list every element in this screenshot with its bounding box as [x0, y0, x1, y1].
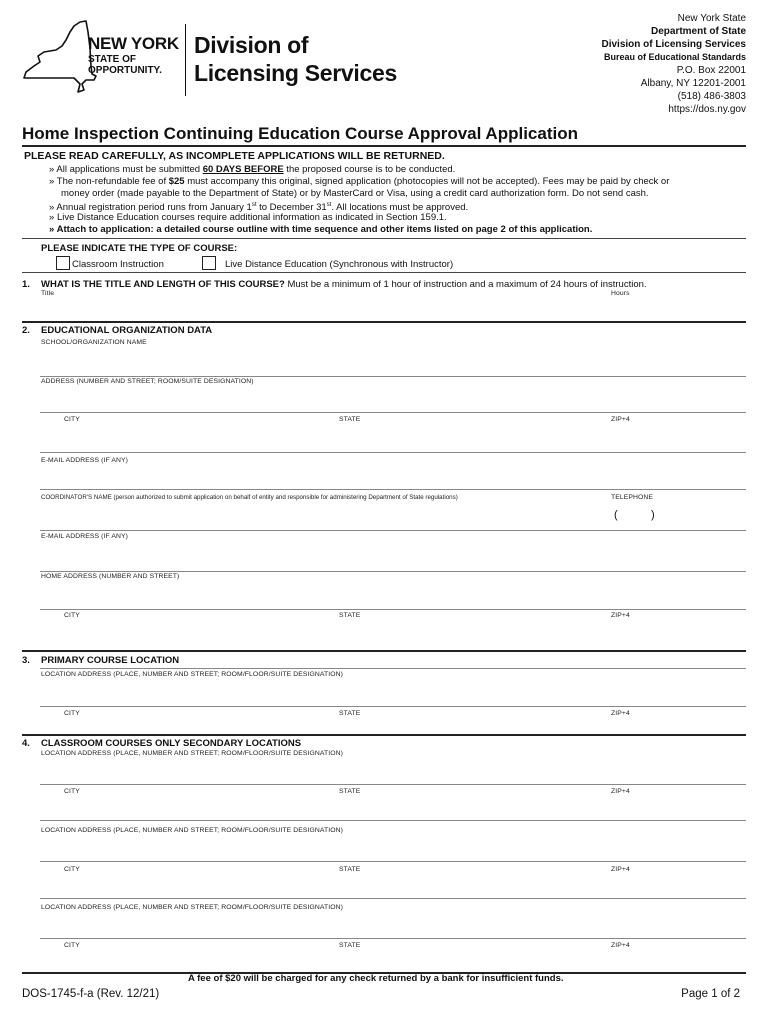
field-rule — [40, 489, 746, 490]
field-rule — [40, 412, 746, 413]
secondary-3-city-input[interactable] — [40, 952, 330, 972]
course-hours-input[interactable] — [610, 298, 746, 320]
section-rule — [22, 650, 746, 652]
primary-state-input[interactable] — [336, 720, 604, 734]
distance-label: Live Distance Education (Synchronous with Instructor) — [225, 259, 454, 270]
divider — [22, 272, 746, 273]
zip-label: ZIP+4 — [611, 416, 630, 423]
bullet-marker: » — [49, 202, 55, 214]
state-label: STATE — [339, 612, 361, 619]
zip-label: ZIP+4 — [611, 942, 630, 949]
home-address-input[interactable] — [40, 583, 746, 609]
area-code-close: ) — [651, 509, 655, 521]
secondary-2-city-input[interactable] — [40, 876, 330, 898]
form-title: Home Inspection Continuing Education Course Approval Application — [22, 124, 578, 143]
primary-zip-input[interactable] — [610, 720, 746, 734]
state-label: STATE — [339, 788, 361, 795]
primary-location-input[interactable] — [40, 681, 746, 705]
secondary-location-3-input[interactable] — [40, 914, 746, 938]
zip-label: ZIP+4 — [611, 866, 630, 873]
state-label: STATE — [339, 942, 361, 949]
school-name-input[interactable] — [40, 350, 746, 376]
field-rule — [40, 571, 746, 572]
address-line: P.O. Box 22001 — [676, 65, 746, 76]
section-1-heading: WHAT IS THE TITLE AND LENGTH OF THIS COURSE? Must be a minimum of 1 hour of instruction and a maximum of 24 hours of instruction. — [41, 279, 647, 290]
section-2-heading: EDUCATIONAL ORGANIZATION DATA — [41, 325, 213, 336]
divider — [22, 238, 746, 239]
instruction-bullet: » The non-refundable fee of $25 must accompany this original, signed application (photocopies will not be accepted). Fees may be paid by check or — [49, 176, 670, 187]
section-rule — [22, 321, 746, 323]
city-label: CITY — [64, 612, 80, 619]
coordinator-email-input[interactable] — [40, 543, 746, 571]
warning-text: PLEASE READ CAREFULLY, AS INCOMPLETE APPLICATIONS WILL BE RETURNED. — [24, 150, 445, 162]
form-number: DOS-1745-f-a (Rev. 12/21) — [22, 988, 160, 1000]
distance-checkbox[interactable] — [202, 256, 216, 270]
ny-state-map-icon — [20, 18, 98, 98]
location-label: LOCATION ADDRESS (PLACE, NUMBER AND STREET; ROOM/FLOOR/SUITE DESIGNATION) — [41, 750, 343, 757]
agency-address — [602, 12, 747, 116]
address-input[interactable] — [40, 388, 746, 412]
instruction-bullet: » Annual registration period runs from January 1st to December 31st. All locations must be approved. — [49, 202, 469, 214]
address-line: (518) 486-3803 — [677, 91, 746, 102]
secondary-3-zip-input[interactable] — [610, 952, 746, 972]
classroom-label: Classroom Instruction — [72, 259, 164, 270]
field-rule — [40, 861, 746, 862]
course-type-heading: PLEASE INDICATE THE TYPE OF COURSE: — [41, 243, 238, 254]
section-4-heading: CLASSROOM COURSES ONLY SECONDARY LOCATIONS — [41, 738, 302, 749]
field-rule — [40, 938, 746, 939]
section-2-number: 2. — [22, 325, 30, 336]
bullet-marker: » — [49, 212, 55, 223]
section-3-heading: PRIMARY COURSE LOCATION — [41, 655, 180, 666]
title-label: Title — [41, 290, 55, 297]
instruction-bullet: » All applications must be submitted 60 DAYS BEFORE the proposed course is to be conducted. — [49, 164, 456, 175]
section-1-number: 1. — [22, 279, 30, 290]
telephone-label: TELEPHONE — [611, 494, 654, 501]
area-code-open: ( — [614, 509, 618, 521]
field-rule — [40, 452, 746, 453]
state-label: STATE — [339, 866, 361, 873]
secondary-3-state-input[interactable] — [336, 952, 604, 972]
zip-label: ZIP+4 — [611, 788, 630, 795]
secondary-1-state-input[interactable] — [336, 798, 604, 820]
field-rule — [40, 376, 746, 377]
email-input[interactable] — [40, 467, 746, 489]
instruction-bullet: » Live Distance Education courses require additional information as indicated in Section 159.1. — [49, 212, 447, 223]
secondary-1-zip-input[interactable] — [610, 798, 746, 820]
home-state-input[interactable] — [336, 622, 604, 650]
telephone-input[interactable] — [610, 504, 746, 530]
section-4-number: 4. — [22, 738, 30, 749]
email-2-label: E-MAIL ADDRESS (IF ANY) — [41, 533, 129, 540]
city-label: CITY — [64, 788, 80, 795]
city-label: CITY — [64, 866, 80, 873]
city-label: CITY — [64, 416, 80, 423]
header-divider — [185, 24, 186, 96]
state-input[interactable] — [336, 426, 604, 452]
instruction-bullet-continued: money order (made payable to the Department of State) or by MasterCard or Visa, using a credit card authorization form. Do not send cash. — [61, 188, 649, 199]
field-rule — [40, 706, 746, 707]
field-rule — [40, 820, 746, 821]
address-line: Division of Licensing Services — [601, 39, 746, 50]
page-number: Page 1 of 2 — [681, 988, 740, 1000]
city-input[interactable] — [40, 426, 330, 452]
logo-line-3: OPPORTUNITY. — [88, 65, 162, 76]
address-line: Bureau of Educational Standards — [603, 52, 746, 62]
location-label: LOCATION ADDRESS (PLACE, NUMBER AND STREET; ROOM/FLOOR/SUITE DESIGNATION) — [41, 827, 343, 834]
field-rule — [40, 898, 746, 899]
email-label: E-MAIL ADDRESS (IF ANY) — [41, 457, 129, 464]
fee-emphasis: $25 — [168, 176, 185, 187]
course-title-input[interactable] — [40, 298, 600, 320]
city-label: CITY — [64, 942, 80, 949]
field-rule — [40, 784, 746, 785]
classroom-checkbox[interactable] — [56, 256, 70, 270]
address-line: Albany, NY 12201-2001 — [640, 78, 746, 89]
school-label: SCHOOL/ORGANIZATION NAME — [41, 339, 147, 346]
secondary-location-1-input[interactable] — [40, 760, 746, 784]
secondary-location-2-input[interactable] — [40, 837, 746, 861]
title-rule — [22, 145, 746, 147]
field-rule — [40, 530, 746, 531]
ny-state-logo — [20, 18, 180, 100]
address-line: Department of State — [650, 26, 746, 37]
division-line-1: Division of — [194, 32, 309, 58]
address-label: ADDRESS (NUMBER AND STREET; ROOM/SUITE DESIGNATION) — [41, 378, 254, 385]
primary-city-input[interactable] — [40, 720, 330, 734]
home-address-label: HOME ADDRESS (NUMBER AND STREET) — [41, 573, 180, 580]
home-zip-input[interactable] — [610, 622, 746, 650]
logo-line-2: STATE OF — [88, 54, 136, 65]
bullet-marker: » — [49, 176, 55, 187]
location-label: LOCATION ADDRESS (PLACE, NUMBER AND STREET; ROOM/FLOOR/SUITE DESIGNATION) — [41, 671, 343, 678]
coordinator-label: COORDINATOR'S NAME (person authorized to submit application on behalf of entity and responsible for administering Department of State regulations) — [41, 494, 458, 501]
secondary-1-city-input[interactable] — [40, 798, 330, 820]
field-rule — [40, 609, 746, 610]
section-rule — [22, 734, 746, 736]
zip-label: ZIP+4 — [611, 710, 630, 717]
secondary-2-zip-input[interactable] — [610, 876, 746, 898]
location-label: LOCATION ADDRESS (PLACE, NUMBER AND STREET; ROOM/FLOOR/SUITE DESIGNATION) — [41, 904, 343, 911]
instruction-bullet: » Attach to application: a detailed course outline with time sequence and other items listed on page 2 of this application. — [49, 224, 593, 235]
logo-line-1: NEW YORK — [88, 34, 179, 53]
address-line: https://dos.ny.gov — [668, 104, 746, 115]
fee-notice: A fee of $20 will be charged for any check returned by a bank for insufficient funds. — [188, 973, 564, 984]
division-line-2: Licensing Services — [194, 60, 397, 86]
state-label: STATE — [339, 416, 361, 423]
field-rule — [40, 668, 746, 669]
city-label: CITY — [64, 710, 80, 717]
zip-input[interactable] — [610, 426, 746, 452]
address-line: New York State — [677, 13, 746, 24]
zip-label: ZIP+4 — [611, 612, 630, 619]
deadline-emphasis: 60 DAYS BEFORE — [202, 164, 284, 175]
state-label: STATE — [339, 710, 361, 717]
secondary-2-state-input[interactable] — [336, 876, 604, 898]
section-3-number: 3. — [22, 655, 30, 666]
hours-label: Hours — [611, 290, 630, 297]
bullet-marker: » — [49, 224, 55, 235]
home-city-input[interactable] — [40, 622, 330, 650]
bullet-marker: » — [49, 164, 55, 175]
coordinator-input[interactable] — [40, 504, 600, 530]
